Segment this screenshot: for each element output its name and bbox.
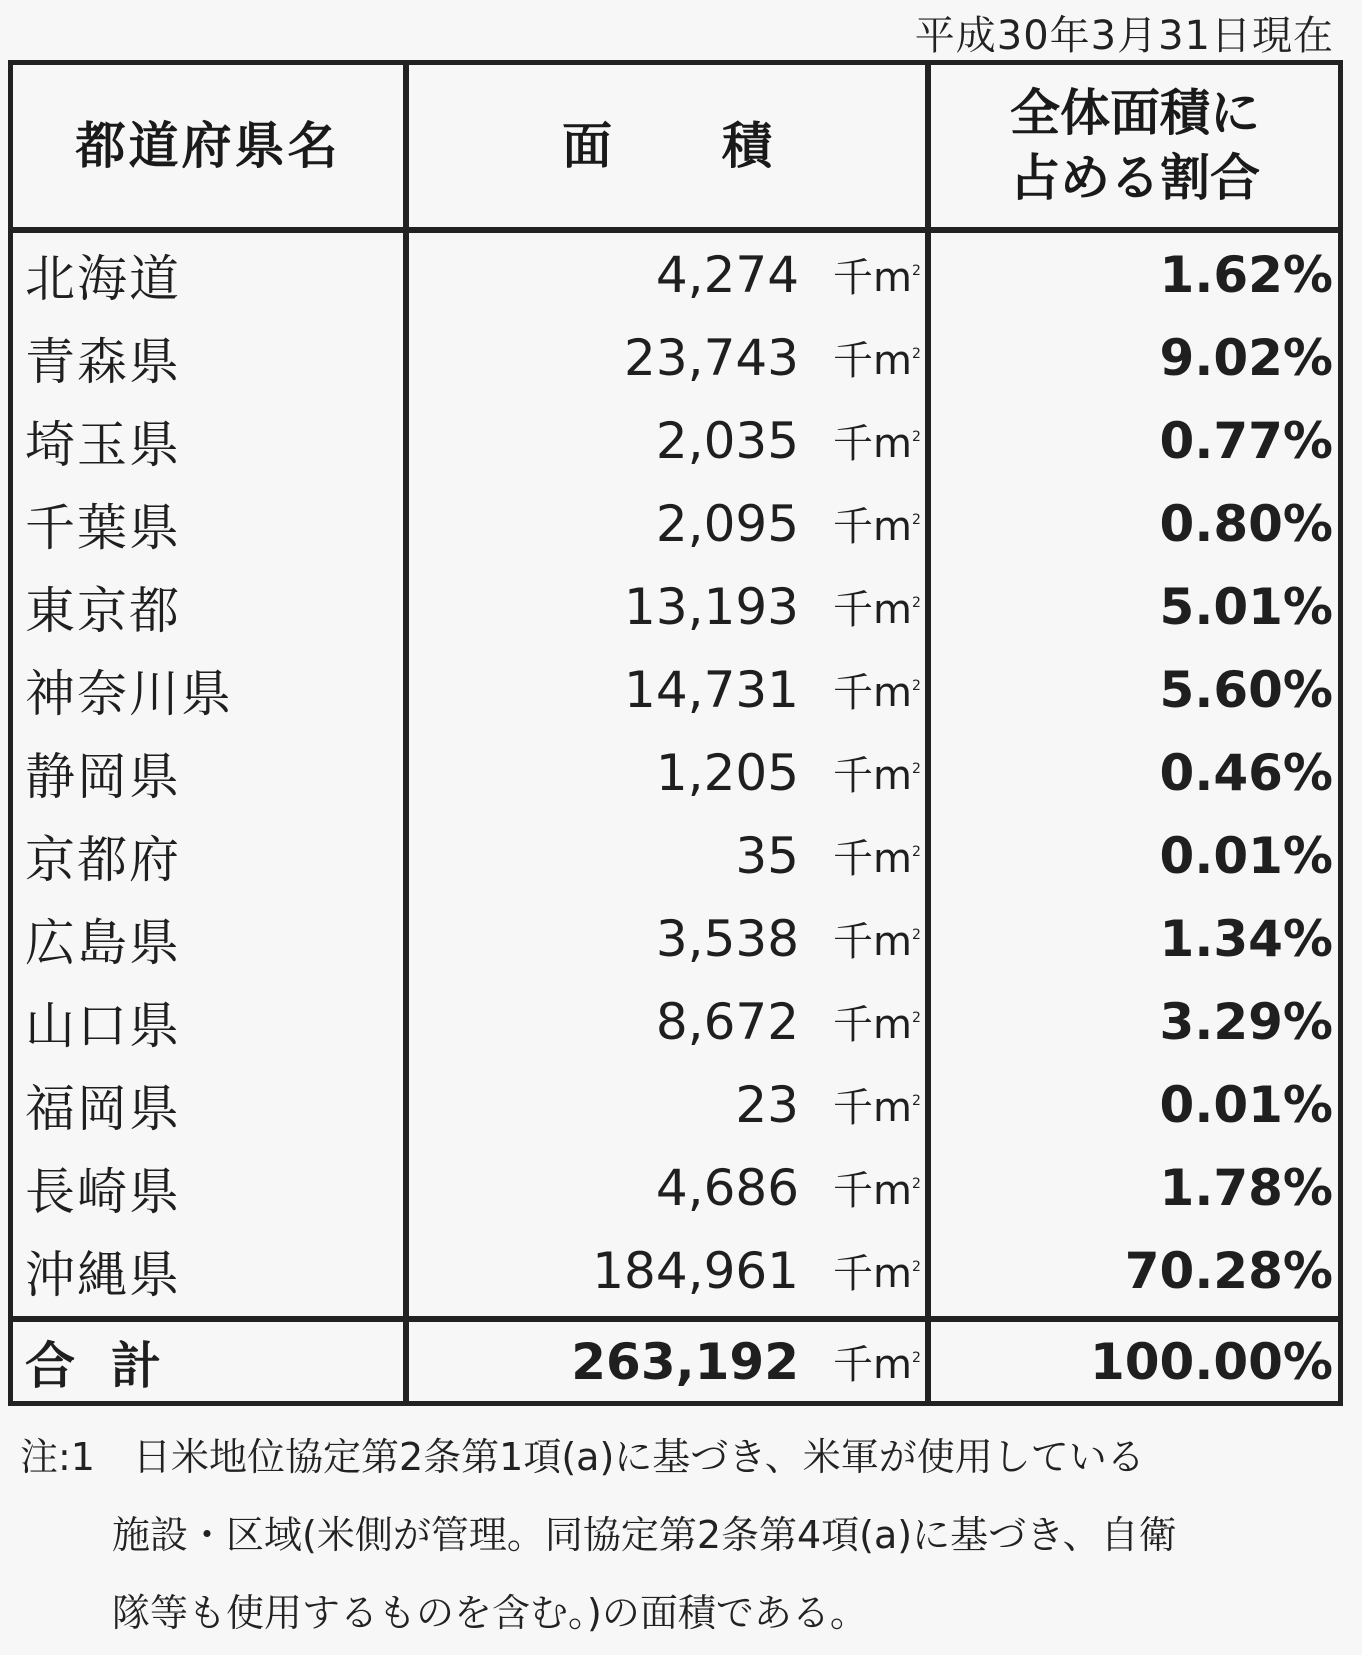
area-table — [8, 60, 1343, 1406]
header-share-line1: 全体面積に — [1010, 84, 1260, 142]
area-unit — [833, 731, 923, 814]
table-row — [13, 648, 1338, 731]
as-of-date: 平成30年3月31日現在 — [914, 13, 1334, 59]
area-unit — [833, 1063, 923, 1146]
unit-text: 千m — [833, 1251, 912, 1297]
unit-superscript: 2 — [911, 1175, 921, 1192]
unit-superscript: 2 — [911, 760, 921, 777]
table-row — [13, 565, 1338, 648]
total-unit — [833, 1322, 923, 1401]
table-row — [13, 482, 1338, 565]
total-label — [25, 1322, 395, 1401]
area-value: 35 — [735, 826, 799, 885]
footnote-line1: 注:1 日米地位協定第2条第1項(a)に基づき、米軍が使用している — [20, 1435, 1145, 1479]
prefecture-name: 沖縄県 — [25, 1245, 181, 1304]
share-value: 5.01% — [1159, 577, 1333, 636]
area-unit — [833, 814, 923, 897]
share-value: 9.02% — [1159, 328, 1333, 387]
prefecture-name: 北海道 — [25, 249, 181, 308]
table-row — [13, 316, 1338, 399]
area-value: 3,538 — [655, 909, 799, 968]
area-value: 23,743 — [624, 328, 799, 387]
share-value: 1.34% — [1159, 909, 1333, 968]
total-label-char1: 合 — [25, 1336, 77, 1395]
area-unit — [833, 897, 923, 980]
prefecture-name: 長崎県 — [25, 1162, 181, 1221]
header-share-line2: 占める割合 — [1010, 149, 1260, 207]
area-unit — [833, 565, 923, 648]
prefecture-name: 広島県 — [25, 913, 181, 972]
unit-superscript: 2 — [911, 677, 921, 694]
header-area-char2: 積 — [722, 116, 772, 175]
area-value: 2,095 — [655, 494, 799, 553]
unit-text: 千m — [833, 421, 912, 467]
table-row — [13, 233, 1338, 316]
share-value: 70.28% — [1124, 1241, 1333, 1300]
unit-superscript: 2 — [911, 926, 921, 943]
area-unit — [833, 482, 923, 565]
unit-text: 千m — [833, 836, 912, 882]
share-value: 3.29% — [1159, 992, 1333, 1051]
unit-superscript: 2 — [911, 262, 921, 279]
share-value: 0.01% — [1159, 826, 1333, 885]
footnote-line2: 施設・区域(米側が管理。同協定第2条第4項(a)に基づき、自衛 — [112, 1513, 1177, 1557]
header-share — [931, 65, 1339, 227]
area-unit — [833, 316, 923, 399]
unit-superscript: 2 — [911, 1092, 921, 1109]
unit-text: 千m — [833, 1002, 912, 1048]
area-value: 8,672 — [655, 992, 799, 1051]
table-body — [13, 233, 1338, 1312]
unit-superscript: 2 — [911, 1349, 921, 1366]
prefecture-name: 東京都 — [25, 581, 181, 640]
prefecture-name: 千葉県 — [25, 498, 181, 557]
share-value: 0.01% — [1159, 1075, 1333, 1134]
unit-superscript: 2 — [911, 345, 921, 362]
area-value: 184,961 — [592, 1241, 799, 1300]
area-unit — [833, 648, 923, 731]
total-label-char2: 計 — [111, 1336, 163, 1395]
unit-superscript: 2 — [911, 843, 921, 860]
unit-text: 千m — [833, 338, 912, 384]
total-area: 263,192 — [571, 1332, 799, 1391]
table-row — [13, 1229, 1338, 1312]
area-unit — [833, 1229, 923, 1312]
unit-text: 千m — [833, 1342, 912, 1388]
unit-superscript: 2 — [911, 428, 921, 445]
prefecture-name: 京都府 — [25, 830, 181, 889]
table-row — [13, 399, 1338, 482]
prefecture-name: 静岡県 — [25, 747, 181, 806]
share-value: 1.78% — [1159, 1158, 1333, 1217]
unit-text: 千m — [833, 587, 912, 633]
area-value: 4,686 — [655, 1158, 799, 1217]
share-value: 0.80% — [1159, 494, 1333, 553]
footnote — [20, 1418, 1177, 1652]
unit-text: 千m — [833, 670, 912, 716]
area-unit — [833, 1146, 923, 1229]
prefecture-name: 神奈川県 — [25, 664, 233, 723]
unit-text: 千m — [833, 1085, 912, 1131]
share-value: 1.62% — [1159, 245, 1333, 304]
table-row — [13, 897, 1338, 980]
area-value: 23 — [735, 1075, 799, 1134]
total-row — [13, 1322, 1338, 1401]
total-share: 100.00% — [1089, 1332, 1333, 1391]
unit-text: 千m — [833, 919, 912, 965]
footnote-line3: 隊等も使用するものを含む。)の面積である。 — [112, 1591, 868, 1635]
unit-text: 千m — [833, 1168, 912, 1214]
prefecture-name: 埼玉県 — [25, 415, 181, 474]
share-value: 0.46% — [1159, 743, 1333, 802]
table-row — [13, 731, 1338, 814]
unit-text: 千m — [833, 255, 912, 301]
table-row — [13, 814, 1338, 897]
unit-text: 千m — [833, 504, 912, 550]
area-value: 1,205 — [655, 743, 799, 802]
unit-superscript: 2 — [911, 1258, 921, 1275]
table-row — [13, 1146, 1338, 1229]
share-value: 0.77% — [1159, 411, 1333, 470]
prefecture-name: 山口県 — [25, 996, 181, 1055]
area-value: 2,035 — [655, 411, 799, 470]
unit-superscript: 2 — [911, 1009, 921, 1026]
unit-superscript: 2 — [911, 594, 921, 611]
prefecture-name: 福岡県 — [25, 1079, 181, 1138]
table-row — [13, 980, 1338, 1063]
unit-text: 千m — [833, 753, 912, 799]
header-area — [409, 65, 925, 227]
area-unit — [833, 399, 923, 482]
prefecture-name: 青森県 — [25, 332, 181, 391]
area-value: 14,731 — [624, 660, 799, 719]
table-row — [13, 1063, 1338, 1146]
area-unit — [833, 233, 923, 316]
area-value: 13,193 — [624, 577, 799, 636]
area-value: 4,274 — [655, 245, 799, 304]
share-value: 5.60% — [1159, 660, 1333, 719]
area-unit — [833, 980, 923, 1063]
header-area-char1: 面 — [562, 116, 612, 175]
header-prefecture: 都道府県名 — [75, 116, 341, 175]
unit-superscript: 2 — [911, 511, 921, 528]
